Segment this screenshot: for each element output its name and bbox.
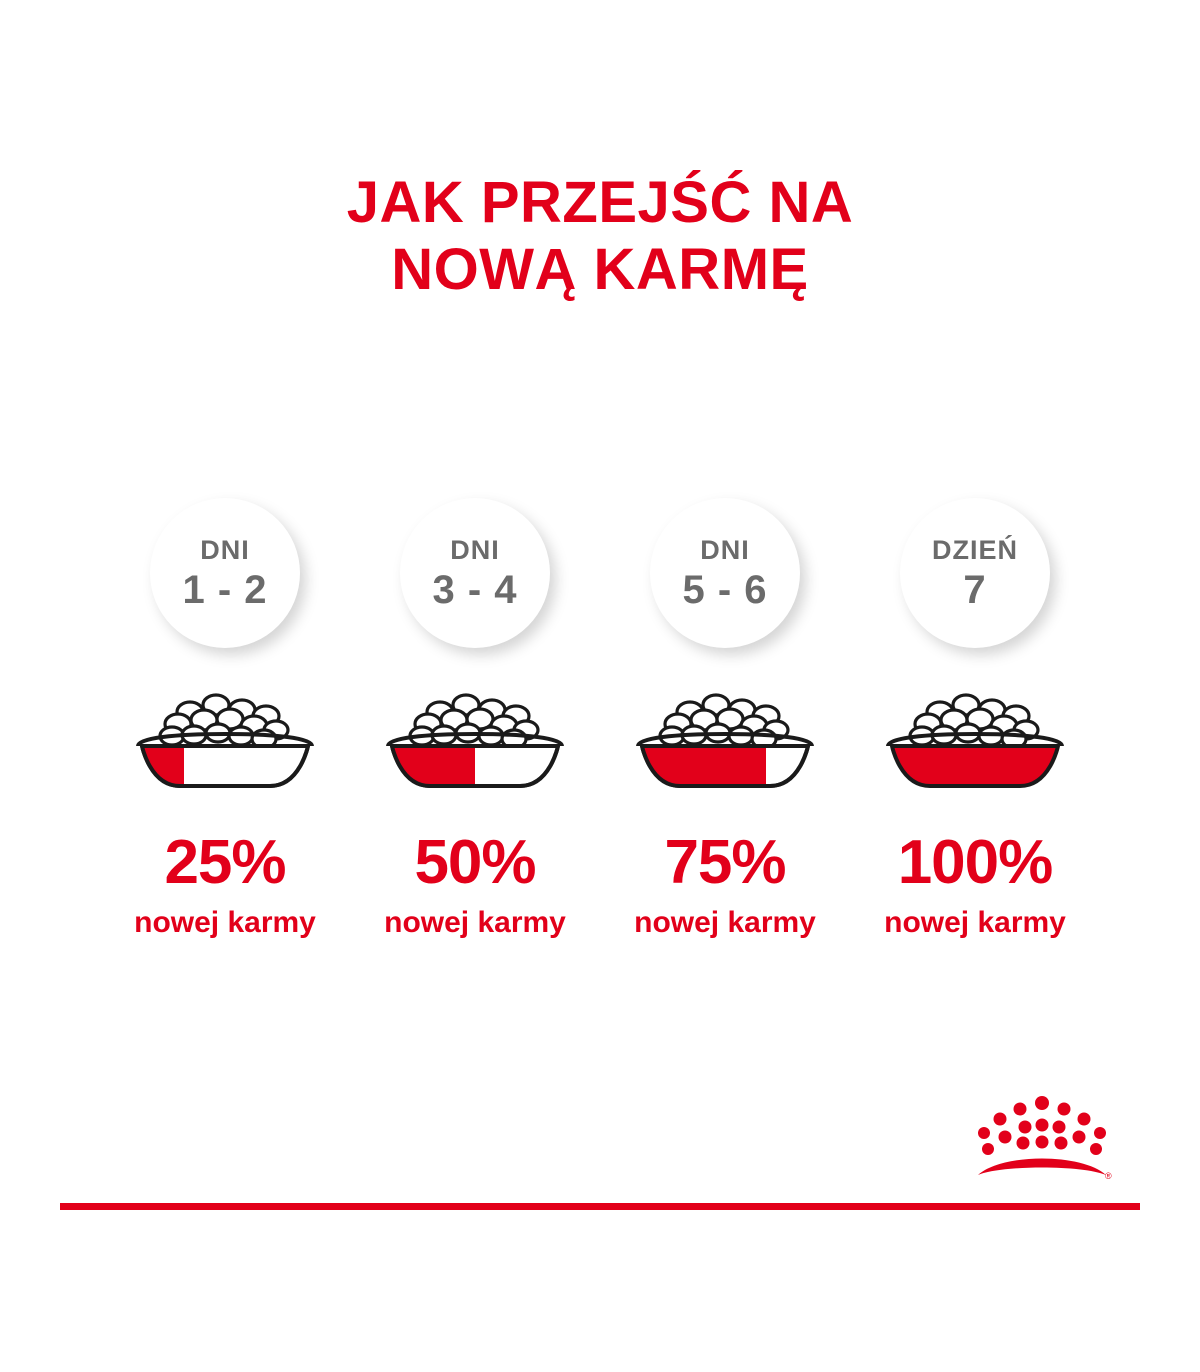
- step-2-badge-value: 3 - 4: [432, 567, 518, 612]
- dog-bowl-icon: [370, 686, 580, 796]
- dog-bowl-icon: [870, 686, 1080, 796]
- step-2: [350, 498, 600, 938]
- step-3-day-badge: [650, 498, 800, 648]
- step-2-percent: 50%: [414, 828, 536, 897]
- step-3-badge-wrap: [650, 498, 800, 648]
- dog-bowl-icon: [120, 686, 330, 796]
- step-4-day-badge: [900, 498, 1050, 648]
- page-title-line-1: JAK PRZEJŚĆ NA: [346, 170, 854, 235]
- step-1-badge-value: 1 - 2: [182, 567, 268, 612]
- page-title: [0, 170, 1200, 303]
- step-3-badge-label: DNI: [700, 534, 750, 565]
- step-3: [600, 498, 850, 938]
- steps-row: [100, 498, 1100, 938]
- step-1-badge-wrap: [150, 498, 300, 648]
- royal-canin-crown-logo: [972, 1095, 1112, 1185]
- step-4-percent: 100%: [897, 828, 1053, 897]
- step-3-badge-value: 5 - 6: [682, 567, 768, 612]
- step-4-caption: nowej karmy: [884, 906, 1066, 939]
- step-4-badge-value: 7: [963, 567, 987, 612]
- step-1-caption: nowej karmy: [134, 906, 316, 939]
- step-1: [100, 498, 350, 938]
- step-3-percent: 75%: [664, 828, 786, 897]
- step-4-badge-label: DZIEŃ: [932, 534, 1018, 565]
- step-2-caption: nowej karmy: [384, 906, 566, 939]
- registered-mark: ®: [1105, 1171, 1112, 1181]
- bottom-divider: [60, 1203, 1140, 1210]
- step-2-badge-label: DNI: [450, 534, 500, 565]
- step-4-badge-wrap: [900, 498, 1050, 648]
- step-2-badge-wrap: [400, 498, 550, 648]
- step-1-badge-label: DNI: [200, 534, 250, 565]
- page-title-line-2: NOWĄ KARMĘ: [391, 236, 809, 302]
- step-4: [850, 498, 1100, 938]
- step-3-caption: nowej karmy: [634, 906, 816, 939]
- step-1-day-badge: [150, 498, 300, 648]
- dog-bowl-icon: [620, 686, 830, 796]
- step-2-day-badge: [400, 498, 550, 648]
- step-1-percent: 25%: [164, 828, 286, 897]
